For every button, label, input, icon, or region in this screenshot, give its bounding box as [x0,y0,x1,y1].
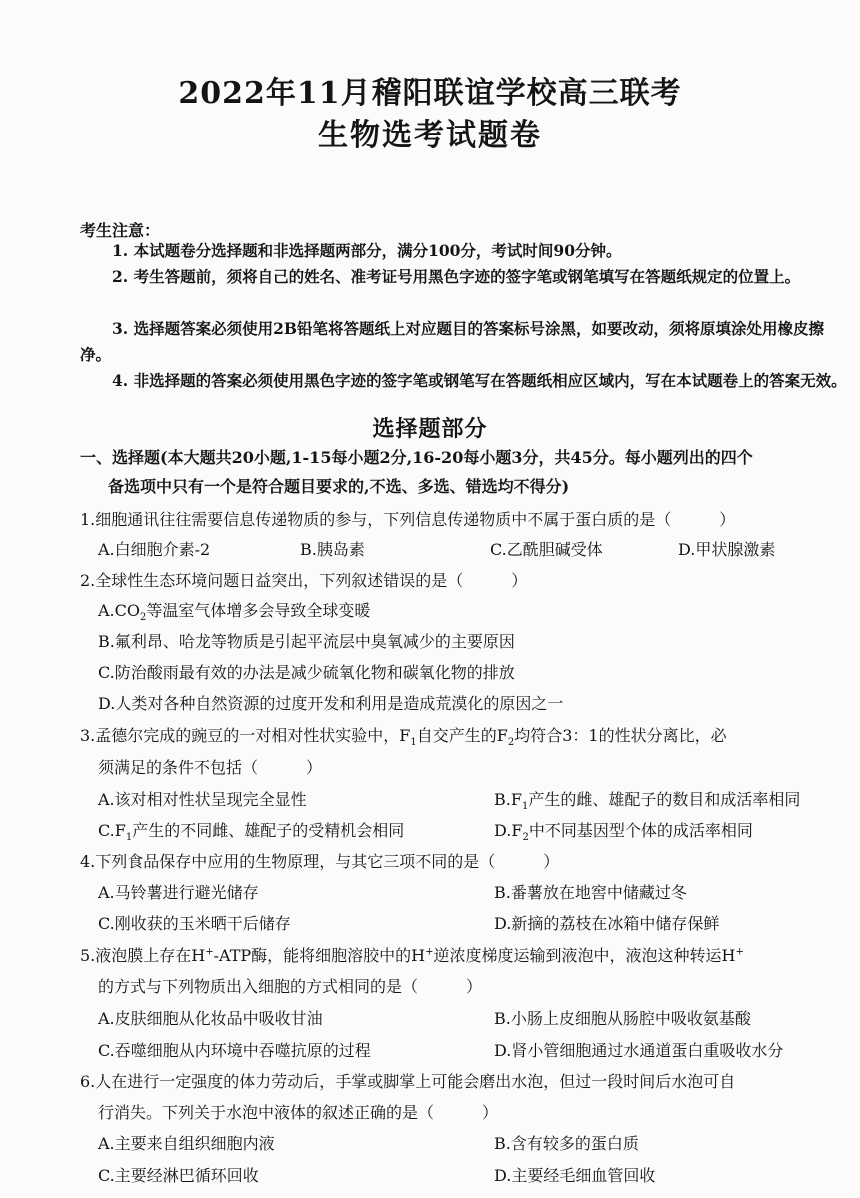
question-3-option-d: $D.F_2$中不同基因型个体的成活率相同 [494,821,753,844]
question-6-option-a: A.主要来自组织细胞内液 [98,1134,275,1153]
question-2-option-b: B.氟利昂、哈龙等物质是引起平流层中臭氧减少的主要原因 [98,632,515,651]
question-6-stem-line1: 6.人在进行一定强度的体力劳动后，手掌或脚掌上可能会磨出水泡，但过一段时间后水泡可自 [80,1072,736,1091]
question-3-stem-line1: 3.孟德尔完成的豌豆的一对相对性状实验中，$F_1$自交产生的$F_2$均符合3：1的性状分离比，必 [80,726,727,749]
question-4-option-b: B.番薯放在地窖中储藏过冬 [494,883,687,902]
part-heading [80,443,860,501]
question-5-stem-line2: 的方式与下列物质出入细胞的方式相同的是（ ） [98,977,483,996]
notice-item-1: 1. 本试题卷分选择题和非选择题两部分，满分100分，考试时间90分钟。 [112,241,622,260]
exam-subtitle: 生物选考试题卷 [318,118,542,153]
question-5-option-c: C.吞噬细胞从内环境中吞噬抗原的过程 [98,1041,371,1060]
question-2-option-c: C.防治酸雨最有效的办法是减少硫氧化物和碳氧化物的排放 [98,663,515,682]
question-5-option-d: D.肾小管细胞通过水通道蛋白重吸收水分 [494,1041,784,1060]
part-heading-line1: 一、选择题(本大题共20小题,1-15每小题2分,16-20每小题3分，共45分。每小题列出的四个 [80,448,753,467]
exam-title: 2022年11月稽阳联谊学校高三联考 [178,76,682,111]
question-6-option-d: D.主要经毛细血管回收 [494,1166,656,1185]
question-2-stem: 2.全球性生态环境问题日益突出，下列叙述错误的是（ ） [80,571,528,590]
question-3-option-a: A.该对相对性状呈现完全显性 [98,790,307,809]
question-2-option-a: $A.CO_2$等温室气体增多会导致全球变暖 [98,601,371,624]
question-1-option-d: D.甲状腺激素 [678,540,776,559]
question-3-stem-line2: 须满足的条件不包括（ ） [98,758,323,777]
question-6-option-c: C.主要经淋巴循环回收 [98,1166,259,1185]
question-1-option-c: C.乙酰胆碱受体 [490,540,603,559]
question-4-option-d: D.新摘的荔枝在冰箱中储存保鲜 [494,914,720,933]
question-1-option-a: A.白细胞介素-2 [98,540,211,559]
notice-item-2: 2. 考生答题前，须将自己的姓名、准考证号用黑色字迹的签字笔或钢笔填写在答题纸规定的位置上。 [112,267,801,286]
question-4-option-c: C.刚收获的玉米晒干后储存 [98,914,291,933]
question-5-option-b: B.小肠上皮细胞从肠腔中吸收氨基酸 [494,1009,751,1028]
notice-item-4: 4. 非选择题的答案必须使用黑色字迹的签字笔或钢笔写在答题纸相应区域内，写在本试题卷上的答案无效。 [112,371,847,390]
question-6-stem-line2: 行消失。下列关于水泡中液体的叙述正确的是（ ） [98,1103,499,1122]
question-4-option-a: A.马铃薯进行避光储存 [98,883,259,902]
question-1-option-b: B.胰岛素 [300,540,365,559]
part-heading-line2: 备选项中只有一个是符合题目要求的,不选、多选、错选均不得分) [108,477,570,496]
question-4-stem: 4.下列食品保存中应用的生物原理，与其它三项不同的是（ ） [80,852,560,871]
notice-heading: 考生注意： [80,221,161,240]
question-5-option-a: A.皮肤细胞从化妆品中吸收甘油 [98,1009,323,1028]
question-2-option-d: D.人类对各种自然资源的过度开发和利用是造成荒漠化的原因之一 [98,694,564,713]
question-3-option-c: $C.F_1$产生的不同雌、雄配子的受精机会相同 [98,821,405,844]
notice-item-3: 3. 选择题答案必须使用2B铅笔将答题纸上对应题目的答案标号涂黑，如要改动，须将原填涂处用橡皮擦净。 [80,319,824,364]
section-title: 选择题部分 [372,416,488,442]
question-5-stem-line1: 5.液泡膜上存在H+-ATP酶，能将细胞溶胶中的H+逆浓度梯度运输到液泡中，液泡这种转运H+ [80,946,744,965]
question-6-option-b: B.含有较多的蛋白质 [494,1134,639,1153]
question-3-option-b: $B.F_1$产生的雌、雄配子的数目和成活率相同 [494,790,801,813]
question-1-stem: 1.细胞通讯往往需要信息传递物质的参与，下列信息传递物质中不属于蛋白质的是（ ） [80,510,736,529]
